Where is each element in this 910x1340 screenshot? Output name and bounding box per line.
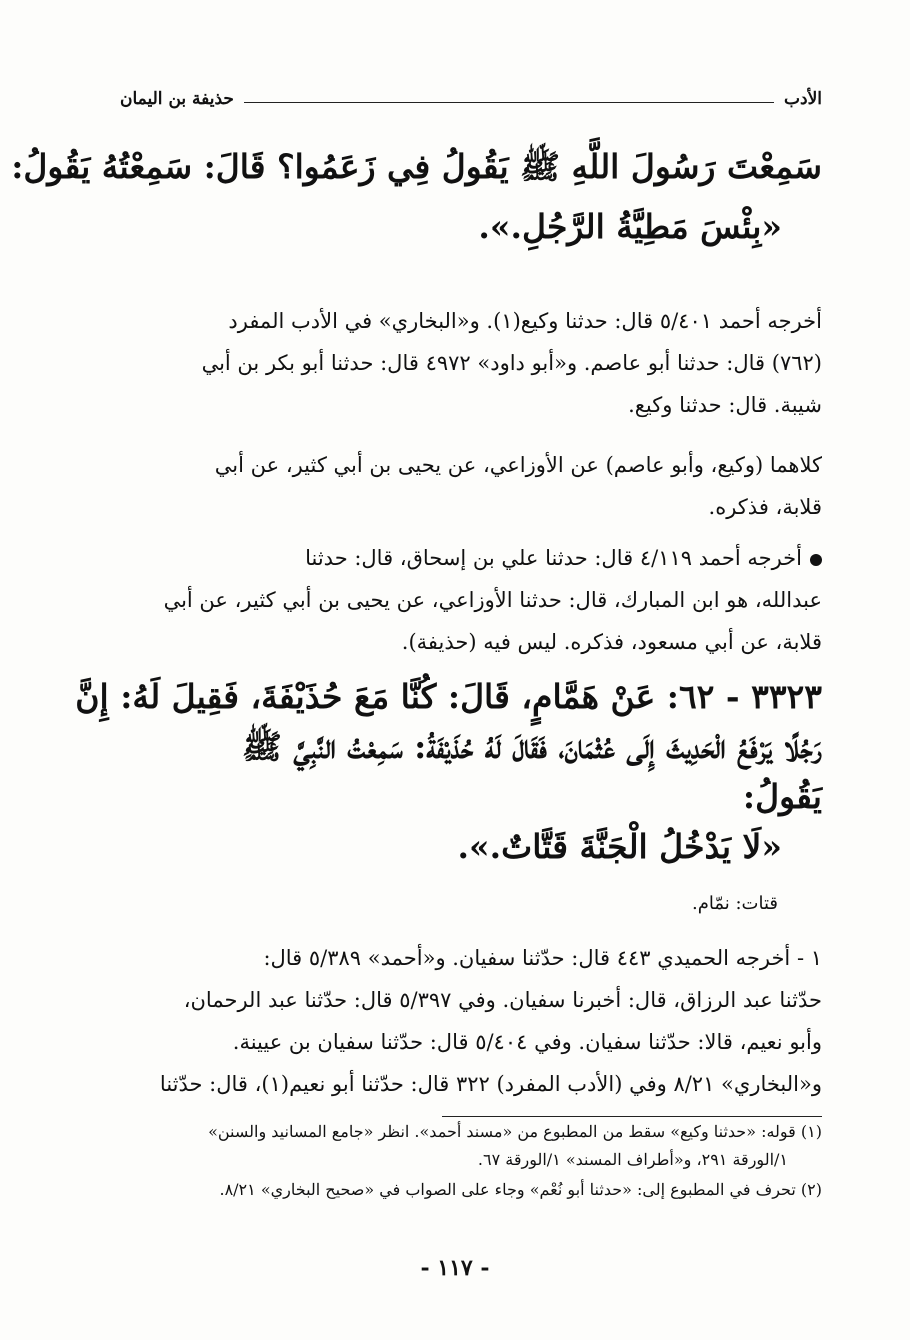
takhrij-paragraph-3 (118, 548, 822, 674)
hadith-line: يَقُولُ: (742, 777, 822, 816)
paragraph-line: حدّثنا عبد الرزاق، قال: أخبرنا سفيان. وفي ٥/٣٩٧ قال: حدّثنا عبد الرحمان، (183, 988, 822, 1012)
footnote-line: (١) قوله: «حدثنا وكيع» سقط من المطبوع من «مسند أحمد». انظر «جامع المسانيد والسنن» (208, 1122, 822, 1141)
running-header (120, 86, 822, 112)
hadith-line: ٣٣٢٣ - ٦٢: عَنْ هَمَّامٍ، قَالَ: كُنَّا مَعَ حُذَيْفَةَ، فَقِيلَ لَهُ: إِنَّ (75, 677, 822, 716)
takhrij-paragraph-2 (118, 455, 822, 539)
header-subject: حذيفة بن اليمان (120, 89, 234, 109)
takhrij-paragraph-4 (118, 948, 822, 1116)
bullet-icon (810, 554, 822, 566)
paragraph-line: وأبو نعيم، قالا: حدّثنا سفيان. وفي ٥/٤٠٤ قال: حدّثنا سفيان بن عيينة. (232, 1030, 822, 1054)
paragraph-line: و«البخاري» ٨/٢١ وفي (الأدب المفرد) ٣٢٢ قال: حدّثنا أبو نعيم(١)، قال: حدّثنا (159, 1072, 822, 1096)
footnote-line: (٢) تحرف في المطبوع إلى: «حدثنا أبو نُعْم» وجاء على الصواب في «صحيح البخاري» ٨/٢١. (219, 1180, 822, 1199)
paragraph-line: أخرجه أحمد ٤/١١٩ قال: حدثنا علي بن إسحاق، قال: حدثنا (305, 546, 802, 570)
footnote-line: ١/الورقة ٢٩١، و«أطراف المسند» ١/الورقة ٦٧. (477, 1150, 788, 1169)
paragraph-line: ١ - أخرجه الحميدي ٤٤٣ قال: حدّثنا سفيان. و«أحمد» ٥/٣٨٩ قال: (263, 946, 822, 970)
hadith-line: رَجُلًا يَرْفَعُ الْحَدِيثَ إِلَى عُثْمَانَ، فَقَالَ لَهُ حُذَيْفَةُ: سَمِعْتُ النَّبِيَّ ﷺ (242, 727, 822, 766)
quote-line: سَمِعْتَ رَسُولَ اللَّهِ ﷺ يَقُولُ فِي زَعَمُوا؟ قَالَ: سَمِعْتُهُ يَقُولُ: (11, 147, 822, 186)
header-rule (244, 102, 774, 103)
hadith-line: «لَا يَدْخُلُ الْجَنَّةَ قَتَّاتٌ.». (457, 827, 782, 866)
paragraph-line: أخرجه أحمد ٥/٤٠١ قال: حدثنا وكيع(١). و«البخاري» في الأدب المفرد (228, 309, 822, 333)
takhrij-paragraph-1 (118, 311, 822, 437)
header-chapter: الأدب (784, 89, 822, 109)
footnotes (118, 1124, 822, 1210)
paragraph-line: شيبة. قال: حدثنا وكيع. (628, 393, 822, 417)
paragraph-line: (٧٦٢) قال: حدثنا أبو عاصم. و«أبو داود» ٤٩٧٢ قال: حدثنا أبو بكر بن أبي (201, 351, 822, 375)
quote-block (11, 147, 822, 270)
gloss: قتات: نمّام. (691, 893, 778, 914)
quote-line: «بِئْسَ مَطِيَّةُ الرَّجُلِ.». (478, 207, 782, 246)
paragraph-line: كلاهما (وكيع، وأبو عاصم) عن الأوزاعي، عن يحيى بن أبي كثير، عن أبي (214, 453, 822, 477)
page-number: - ١١٧ - (420, 1255, 490, 1281)
paragraph-line: قلابة، فذكره. (708, 495, 822, 519)
hadith-block (75, 677, 822, 880)
paragraph-line: قلابة، عن أبي مسعود، فذكره. ليس فيه (حذيفة). (401, 630, 822, 654)
footnote-rule (442, 1116, 822, 1117)
paragraph-line: عبدالله، هو ابن المبارك، قال: حدثنا الأوزاعي، عن يحيى بن أبي كثير، عن أبي (163, 588, 822, 612)
